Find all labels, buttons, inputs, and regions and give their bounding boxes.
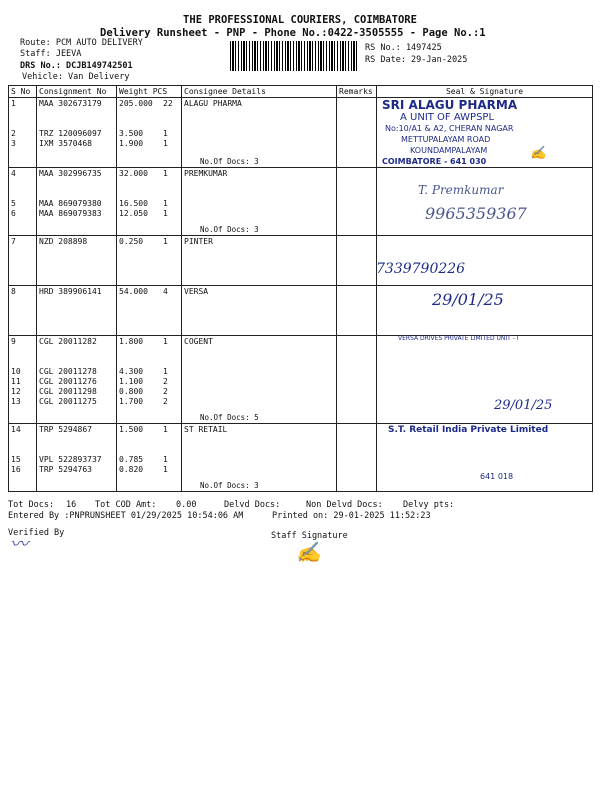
weight-pcs-line [119, 179, 179, 189]
pinter-phone-handwritten: 7339790226 [376, 261, 466, 277]
consignment-cell-line: MAA 869079383 [39, 209, 102, 218]
runsheet-title: Delivery Runsheet - PNP - Phone No.:0422-3505555 - Page No.:1 [100, 27, 486, 39]
seal-cell [377, 168, 593, 236]
verified-signature: 〰 [10, 534, 28, 555]
weight-pcs-cell [117, 286, 182, 336]
sno-cell-line: 12 [11, 387, 21, 396]
consignee-cell [182, 336, 337, 424]
tot-cod-value: 0.00 [176, 500, 197, 510]
sno-cell [9, 424, 37, 492]
route-label: Route: PCM AUTO DELIVERY [20, 38, 143, 48]
sno-cell-line: 14 [11, 425, 21, 434]
weight-pcs-line [119, 465, 179, 475]
weight-pcs-line [119, 347, 179, 357]
pcs-value: 1 [163, 129, 168, 138]
remarks-cell [337, 98, 377, 168]
sno-cell-line: 10 [11, 367, 21, 376]
pcs-value: 1 [163, 209, 168, 218]
table-row [9, 236, 593, 286]
remarks-cell [337, 286, 377, 336]
sno-cell-line [11, 435, 34, 445]
weight-value: 4.300 [119, 367, 144, 376]
drs-number: DRS No.: DCJB149742501 [20, 61, 133, 71]
weight-pcs-line [119, 209, 179, 219]
consignment-cell-line: NZD 208898 [39, 237, 88, 246]
weight-pcs-line [119, 189, 179, 199]
consignment-cell-line: CGL 20011282 [39, 337, 97, 346]
col-sno: S No [9, 86, 37, 98]
sno-cell-line: 15 [11, 455, 21, 464]
sno-cell-line: 16 [11, 465, 21, 474]
delvd-docs-label: Delvd Docs: [224, 500, 281, 510]
consignment-cell-line [39, 119, 114, 129]
consignment-cell-line: CGL 20011275 [39, 397, 97, 406]
weight-pcs-line [119, 139, 179, 149]
consignment-cell-line [39, 347, 114, 357]
consignee-name: ALAGU PHARMA [184, 99, 242, 108]
st-retail-stamp: S.T. Retail India Private Limited [388, 425, 549, 435]
vehicle-label: Vehicle: Van Delivery [22, 72, 130, 82]
sno-cell [9, 98, 37, 168]
alagu-stamp-line1: SRI ALAGU PHARMA [382, 98, 518, 112]
weight-value: 32.000 [119, 169, 148, 178]
pcs-value: 22 [163, 99, 173, 108]
pcs-value: 2 [163, 387, 168, 396]
versa-date-handwritten: 29/01/25 [432, 290, 504, 309]
weight-pcs-line [119, 387, 179, 397]
table-row [9, 286, 593, 336]
seal-cell [377, 336, 593, 424]
docs-count: No.Of Docs: 3 [200, 157, 259, 166]
rs-number: RS No.: 1497425 [365, 43, 442, 53]
remarks-cell [337, 168, 377, 236]
prem-phone-handwritten: 9965359367 [425, 204, 527, 223]
consignment-cell-line [39, 189, 114, 199]
prem-name-handwritten: T. Premkumar [418, 183, 504, 197]
staff-signature-label: Staff Signature [271, 531, 348, 541]
consignment-cell [37, 336, 117, 424]
col-consignment: Consignment No [37, 86, 117, 98]
docs-count: No.Of Docs: 3 [200, 481, 259, 490]
consignment-cell [37, 286, 117, 336]
weight-pcs-line [119, 169, 179, 179]
consignment-cell-line [39, 179, 114, 189]
consignment-cell [37, 168, 117, 236]
sno-cell [9, 236, 37, 286]
printed-on: Printed on: 29-01-2025 11:52:23 [272, 511, 431, 521]
pcs-value: 1 [163, 367, 168, 376]
weight-value: 16.500 [119, 199, 148, 208]
sno-cell-line [11, 109, 34, 119]
weight-pcs-line [119, 367, 179, 377]
pcs-value: 1 [163, 337, 168, 346]
col-remarks: Remarks [337, 86, 377, 98]
sno-cell-line: 6 [11, 209, 16, 218]
consignment-cell-line: CGL 20011276 [39, 377, 97, 386]
weight-pcs-cell [117, 236, 182, 286]
weight-value: 54.000 [119, 287, 148, 296]
weight-pcs-line [119, 119, 179, 129]
sno-cell-line: 2 [11, 129, 16, 138]
pcs-value: 1 [163, 465, 168, 474]
weight-pcs-line [119, 129, 179, 139]
weight-value: 1.800 [119, 337, 144, 346]
weight-pcs-line [119, 199, 179, 209]
consignee-cell [182, 98, 337, 168]
consignment-cell-line: TRP 5294763 [39, 465, 92, 474]
alagu-stamp-line5: KOUNDAMPALAYAM [410, 146, 488, 155]
weight-pcs-cell [117, 424, 182, 492]
weight-value: 1.700 [119, 397, 144, 406]
weight-value: 3.500 [119, 129, 144, 138]
sno-cell-line: 1 [11, 99, 16, 108]
consignee-name: PREMKUMAR [184, 169, 228, 178]
weight-value: 0.785 [119, 455, 144, 464]
weight-value: 0.820 [119, 465, 144, 474]
weight-pcs-line [119, 425, 179, 435]
consignment-cell-line [39, 435, 114, 445]
consignment-cell-line: MAA 302996735 [39, 169, 102, 178]
sno-cell-line [11, 357, 34, 367]
verified-by-label: Verified By [8, 528, 65, 538]
consignment-cell [37, 424, 117, 492]
consignment-cell-line: TRP 5294867 [39, 425, 92, 434]
weight-pcs-cell [117, 98, 182, 168]
rs-date: RS Date: 29-Jan-2025 [365, 55, 468, 65]
weight-pcs-line [119, 109, 179, 119]
weight-value: 0.800 [119, 387, 144, 396]
table-row [9, 168, 593, 236]
consignee-cell [182, 168, 337, 236]
pcs-value: 1 [163, 199, 168, 208]
entered-by: Entered By :PNPRUNSHEET 01/29/2025 10:54:06 AM [8, 511, 244, 521]
weight-pcs-line [119, 377, 179, 387]
weight-pcs-line [119, 287, 179, 297]
sno-cell [9, 286, 37, 336]
col-consignee: Consignee Details [182, 86, 337, 98]
sno-cell-line [11, 347, 34, 357]
consignment-cell-line: CGL 20011278 [39, 367, 97, 376]
consignee-cell [182, 236, 337, 286]
consignment-cell [37, 236, 117, 286]
versa-stamp: VERSA DRIVES PRIVATE LIMITED UNIT - I [398, 335, 519, 342]
consignment-cell-line: IXM 3570468 [39, 139, 92, 148]
col-weight-pcs: Weight PCS [117, 86, 182, 98]
weight-pcs-line [119, 435, 179, 445]
weight-pcs-cell [117, 168, 182, 236]
alagu-stamp-line4: METTUPALAYAM ROAD [401, 135, 491, 144]
consignment-cell-line: MAA 302673179 [39, 99, 102, 108]
pcs-value: 1 [163, 455, 168, 464]
docs-count: No.Of Docs: 5 [200, 413, 259, 422]
col-seal: Seal & Signature [377, 86, 593, 98]
non-delvd-docs-label: Non Delvd Docs: [306, 500, 383, 510]
st-retail-stamp-pin: 641 018 [480, 472, 514, 481]
consignment-cell-line [39, 445, 114, 455]
consignment-cell-line [39, 357, 114, 367]
consignee-name: PINTER [184, 237, 213, 246]
sno-cell-line [11, 119, 34, 129]
alagu-signature: ✍ [530, 146, 547, 161]
consignment-cell-line: TRZ 120096097 [39, 129, 102, 138]
pcs-value: 1 [163, 237, 168, 246]
consignment-cell-line: CGL 20011298 [39, 387, 97, 396]
alagu-stamp-line6: COIMBATORE - 641 030 [382, 157, 487, 166]
sno-cell [9, 168, 37, 236]
delvy-pts-label: Delvy pts: [403, 500, 455, 510]
consignee-name: VERSA [184, 287, 209, 296]
tot-docs-value: 16 [66, 500, 77, 510]
consignment-cell [37, 98, 117, 168]
consignee-cell [182, 424, 337, 492]
weight-value: 1.100 [119, 377, 144, 386]
sno-cell-line: 9 [11, 337, 16, 346]
docs-count: No.Of Docs: 3 [200, 225, 259, 234]
alagu-stamp-line2: A UNIT OF AWPSPL [400, 112, 495, 123]
pcs-value: 2 [163, 377, 168, 386]
consignment-cell-line: HRD 389906141 [39, 287, 102, 296]
weight-pcs-line [119, 99, 179, 109]
sno-cell-line: 8 [11, 287, 16, 296]
weight-pcs-line [119, 445, 179, 455]
company-name: THE PROFESSIONAL COURIERS, COIMBATORE [183, 14, 417, 26]
sno-cell-line: 4 [11, 169, 16, 178]
sno-cell-line [11, 445, 34, 455]
pcs-value: 1 [163, 169, 168, 178]
sno-cell-line: 3 [11, 139, 16, 148]
consignment-cell-line: VPL 522893737 [39, 455, 102, 464]
table-header-row [9, 86, 593, 98]
sno-cell-line [11, 179, 34, 189]
consignee-name: ST RETAIL [184, 425, 228, 434]
sno-cell [9, 336, 37, 424]
staff-signature: ✍ [296, 540, 321, 564]
weight-value: 1.500 [119, 425, 144, 434]
consignee-cell [182, 286, 337, 336]
weight-pcs-line [119, 237, 179, 247]
consignment-cell-line: MAA 869079380 [39, 199, 102, 208]
sno-cell-line: 13 [11, 397, 21, 406]
tot-cod-label: Tot COD Amt: [95, 500, 157, 510]
weight-pcs-line [119, 397, 179, 407]
sno-cell-line: 7 [11, 237, 16, 246]
pcs-value: 1 [163, 139, 168, 148]
weight-value: 0.250 [119, 237, 144, 246]
remarks-cell [337, 336, 377, 424]
remarks-cell [337, 424, 377, 492]
alagu-stamp-line3: No:10/A1 & A2, CHERAN NAGAR [385, 124, 514, 133]
weight-pcs-line [119, 337, 179, 347]
pcs-value: 2 [163, 397, 168, 406]
weight-value: 1.900 [119, 139, 144, 148]
sno-cell-line: 11 [11, 377, 21, 386]
weight-pcs-line [119, 455, 179, 465]
remarks-cell [337, 236, 377, 286]
barcode [230, 41, 358, 71]
sno-cell-line: 5 [11, 199, 16, 208]
cogent-date-handwritten: 29/01/25 [494, 398, 553, 413]
weight-pcs-line [119, 357, 179, 367]
staff-label: Staff: JEEVA [20, 49, 82, 59]
pcs-value: 4 [163, 287, 168, 296]
sno-cell-line [11, 189, 34, 199]
consignment-cell-line [39, 109, 114, 119]
weight-value: 12.050 [119, 209, 148, 218]
pcs-value: 1 [163, 425, 168, 434]
weight-value: 205.000 [119, 99, 153, 108]
consignee-name: COGENT [184, 337, 213, 346]
tot-docs-label: Tot Docs: [8, 500, 55, 510]
weight-pcs-cell [117, 336, 182, 424]
